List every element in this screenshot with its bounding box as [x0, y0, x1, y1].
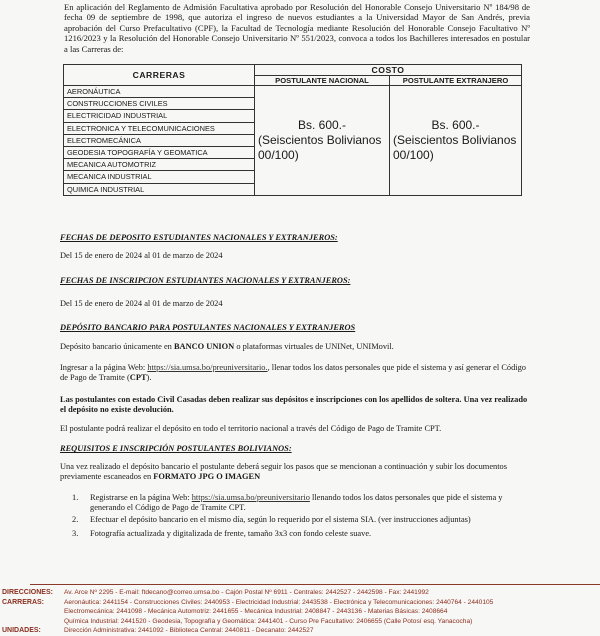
national-price-words: (Seiscientos Bolivianos 00/100): [258, 132, 382, 162]
careers-header: CARRERAS: [64, 65, 255, 86]
foreign-price-words: (Seiscientos Bolivianos 00/100): [393, 132, 517, 162]
requirements-title: REQUISITOS E INSCRIPCIÓN POSTULANTES BOLIVIANOS:: [60, 444, 292, 453]
step-item: [60, 515, 520, 525]
bank-paragraph-4: El postulante podrá realizar el depósito en todo el territorio nacional a través del Código de Pago de Tramite CPT.: [60, 424, 442, 433]
requirements-steps: [60, 493, 520, 541]
footer-row-directions: [2, 588, 598, 598]
sia-link[interactable]: https://sia.umsa.bo/preuniversitario.: [147, 363, 268, 372]
footer-row-careers-3: [2, 617, 598, 627]
step-text: Registrarse en la página Web:: [90, 493, 192, 502]
bank-p2-end: ).: [146, 373, 152, 382]
bank-paragraph-3: Las postulantes con estado Civil Casadas deben realizar sus depósitos e inscripciones con los apellidos de soltera. Una vez realizado el depósito no existe devolución.: [60, 395, 528, 414]
step-link[interactable]: https://sia.umsa.bo/preuniversitario: [191, 493, 310, 502]
footer-row-careers-2: [2, 607, 598, 617]
inscription-dates: Del 15 de enero de 2024 al 01 de marzo de 2024: [60, 299, 223, 308]
national-header: POSTULANTE NACIONAL: [255, 76, 390, 86]
footer-text: Aeronáutica: 2441154 - Construcciones Civiles: 2440953 - Electricidad Industrial: 2443538 - Electrónica y Telecomunicaciones: 2440764 - 2440105: [64, 598, 494, 606]
career-row: QUIMICA INDUSTRIAL: [64, 183, 255, 195]
career-row: AERONÁUTICA: [64, 86, 255, 98]
deposit-dates-title: FECHAS DE DEPOSITO ESTUDIANTES NACIONALES Y EXTRANJEROS:: [60, 233, 338, 242]
career-row: ELECTRICIDAD INDUSTRIAL: [64, 110, 255, 122]
footer-label: UNIDADES:: [2, 627, 41, 635]
inscription-dates-title: FECHAS DE INSCRIPCION ESTUDIANTES NACIONALES Y EXTRANJEROS:: [60, 276, 351, 285]
format-label: FORMATO JPG O IMAGEN: [153, 472, 261, 481]
career-row: ELECTRONICA Y TELECOMUNICACIONES: [64, 122, 255, 134]
national-price: [255, 86, 390, 196]
step-item: [60, 493, 520, 513]
bank-p2-text: Ingresar a la página Web:: [60, 363, 148, 372]
bank-p2-rest: , llenar todos los datos personales que pide el sistema y así generar el Código de Pago de Tramite (: [60, 363, 526, 382]
foreign-price-amount: Bs. 600.-: [431, 117, 480, 132]
footer-text: Dirección Administrativa: 2441092 - Biblioteca Central: 2440811 - Decanato: 2442527: [64, 627, 314, 635]
footer-row-careers: [2, 598, 598, 608]
footer-label: CARRERAS:: [2, 598, 44, 606]
bank-deposit-title: DEPÓSITO BANCARIO PARA POSTULANTES NACIONALES Y EXTRANJEROS: [60, 323, 356, 332]
footer: [2, 588, 598, 636]
footer-divider: [30, 584, 600, 585]
requirements-paragraph: [60, 462, 530, 482]
cost-header: COSTO: [255, 65, 522, 76]
career-row: GEODESIA TOPOGRAFÍA Y GEOMATICA: [64, 146, 255, 158]
costs-table: [63, 64, 522, 196]
footer-text: Electromecánica: 2441098 - Mecánica Automotriz: 2441655 - Mecánica Industrial: 2408847 - 2443136 - Materias Básicas: 2408664: [64, 608, 448, 616]
career-row: CONSTRUCCIONES CIVILES: [64, 98, 255, 110]
step-item: [60, 529, 520, 539]
footer-row-units: [2, 626, 598, 636]
footer-text: Av. Arce Nº 2295 - E-mail: ftdecano@correo.umsa.bo - Cajón Postal Nº 6911 - Centrales: 2442527 - 2442598 - Fax: 2441992: [64, 589, 429, 596]
bank-name: BANCO UNION: [173, 342, 235, 351]
career-row: MECANICA INDUSTRIAL: [64, 171, 255, 183]
step-text: Efectuar el depósito bancario en el mismo día, según lo requerido por el sistema SIA. (ver instrucciones adjuntas): [90, 515, 471, 524]
bank-p1-text: Depósito bancario únicamente en: [60, 342, 174, 351]
step-number: 1.: [72, 493, 79, 502]
step-text-rest: llenando todos los datos personales que pide el sistema y generando el Código de Pago de Tramite CPT.: [90, 493, 503, 512]
step-text: Fotografía actualizada y digitalizada de frente, tamaño 3x3 con fondo celeste suave.: [90, 529, 372, 538]
step-number: 3.: [72, 529, 79, 538]
bank-p1-rest: o plataformas virtuales de UNINet, UNIMovil.: [234, 342, 394, 351]
footer-text: Química Industrial: 2441520 - Geodesia, Topografía y Geomática: 2441401 - Curso Pre Facultativo: 2406655 (Calle Potosí esq. Yanacocha): [64, 617, 473, 625]
cpt-label: CPT: [129, 373, 147, 382]
bank-paragraph-1: [60, 342, 530, 352]
bank-paragraph-2: [60, 363, 530, 383]
intro-paragraph: En aplicación del Reglamento de Admisión Facultativa aprobado por Resolución del Honorable Consejo Universitario Nº 184/98 de fecha 09 de septiembre de 1998, que autoriza el ingreso de nuevos estudiantes a la Universidad Mayor de San Andrés, previa aprobación del Curso Prefacultativo (CPF), la Facultad de Tecnología mediante Resolución del Honorable Consejo Facultativo Nº 1216/2023 y la Resolución del Honorable Consejo Universitario Nº 551/2023, convoca a todos los Bachilleres interesados en postular a las Carreras de:: [64, 2, 530, 54]
career-row: MECANICA AUTOMOTRIZ: [64, 159, 255, 171]
career-row: ELECTROMECÁNICA: [64, 134, 255, 146]
foreign-price: [390, 86, 522, 196]
foreign-header: POSTULANTE EXTRANJERO: [390, 76, 522, 86]
req-p1-text: Una vez realizado el depósito bancario el postulante deberá seguir los pasos que se mencionan a continuación y subir los documentos previamente escaneados en: [60, 462, 507, 481]
step-number: 2.: [72, 515, 79, 524]
national-price-amount: Bs. 600.-: [297, 117, 347, 132]
deposit-dates: Del 15 de enero de 2024 al 01 de marzo de 2024: [60, 251, 223, 260]
footer-label: DIRECCIONES:: [2, 589, 53, 596]
